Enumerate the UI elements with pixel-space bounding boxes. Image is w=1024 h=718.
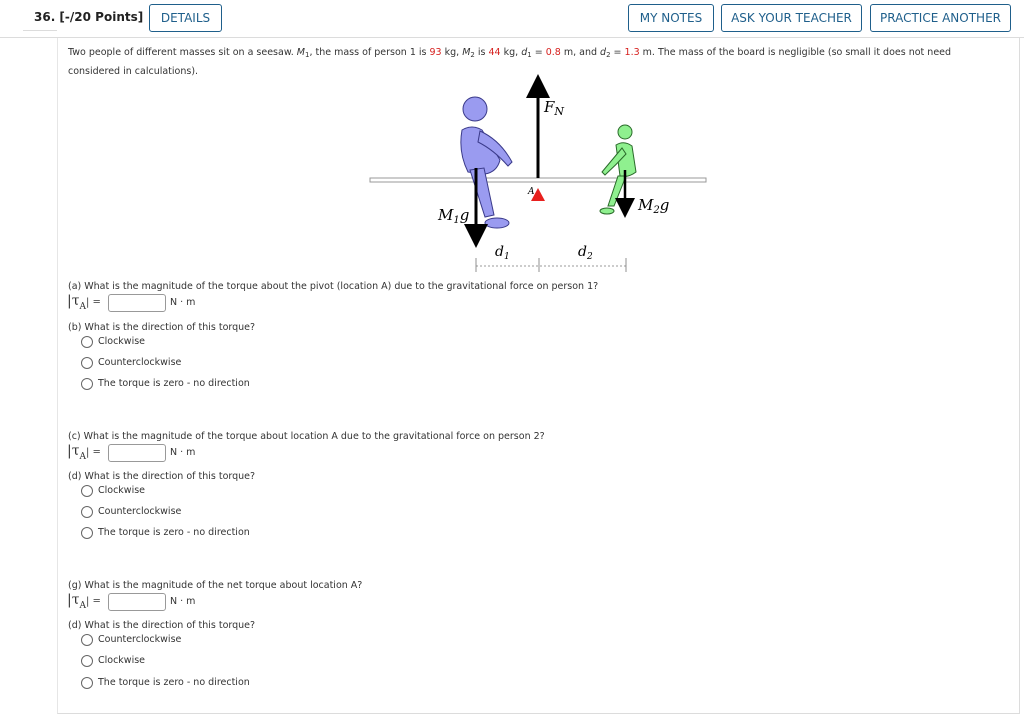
part-g-unit: N · m (170, 596, 196, 607)
m1-symbol: M (296, 47, 305, 58)
d2-label: $d_2$ (578, 244, 593, 262)
part-d-option-1: Counterclockwise (98, 506, 182, 517)
question-number: 36. [-/20 Points] (34, 10, 144, 24)
m2-symbol: M (462, 47, 471, 58)
d1-sub: 1 (527, 51, 532, 59)
part-d-question: (d) What is the direction of this torque? (68, 471, 256, 482)
part-d-radio-2[interactable] (81, 527, 93, 539)
practice-another-button[interactable]: PRACTICE ANOTHER (870, 4, 1011, 32)
d2-symbol: d (600, 47, 607, 58)
seesaw-board (370, 178, 706, 182)
d1-label: $d_1$ (495, 244, 510, 262)
part-d2-question: (d) What is the direction of this torque? (68, 620, 256, 631)
m1-sub: 1 (304, 51, 310, 59)
part-a-question: (a) What is the magnitude of the torque about the pivot (location A) due to the gravitational force on person 1? (68, 281, 599, 292)
part-d-option-0: Clockwise (98, 485, 146, 496)
part-b-option-1: Counterclockwise (98, 357, 182, 368)
ask-your-teacher-button[interactable]: ASK YOUR TEACHER (721, 4, 862, 32)
part-b-radio-0[interactable] (81, 336, 93, 348)
person-2-foot (600, 208, 614, 214)
person-1-foot (485, 218, 509, 228)
part-d2-option-1: Clockwise (98, 655, 146, 666)
part-d-option-2: The torque is zero - no direction (98, 527, 250, 538)
part-b-option-0: Clockwise (98, 336, 146, 347)
person-2-head (618, 125, 632, 139)
person-1-leg (470, 168, 494, 217)
part-d-radio-0[interactable] (81, 485, 93, 497)
intro-text-h: = (610, 47, 625, 58)
part-b-radio-1[interactable] (81, 357, 93, 369)
m2g-label: $M_2g$ (638, 196, 670, 216)
intro-text: Two people of different masses sit on a seesaw. (68, 47, 297, 58)
part-a-unit: N · m (170, 297, 196, 308)
intro-text-f: = (531, 47, 546, 58)
person-2 (600, 125, 636, 214)
d2-sub: 2 (606, 51, 611, 59)
part-b-radio-2[interactable] (81, 378, 93, 390)
tau-symbol-c: $|\tau_A|$ = (67, 443, 101, 462)
part-b-question: (b) What is the direction of this torque? (68, 322, 256, 333)
pivot-label: A (528, 187, 535, 197)
part-c-question: (c) What is the magnitude of the torque about location A due to the gravitational force on person 2? (68, 431, 545, 442)
details-button[interactable]: DETAILS (149, 4, 222, 32)
person-1-head (463, 97, 487, 121)
problem-statement-line2: considered in calculations). (68, 66, 199, 77)
part-d2-radio-2[interactable] (81, 677, 93, 689)
tau-symbol-a: $|\tau_A|$ = (67, 293, 101, 312)
m1g-label: $M_1g$ (438, 206, 470, 226)
part-a-answer-input[interactable] (108, 294, 166, 312)
part-c-unit: N · m (170, 447, 196, 458)
part-d2-radio-1[interactable] (81, 655, 93, 667)
d1-value: 0.8 (545, 47, 561, 58)
part-g-answer-input[interactable] (108, 593, 166, 611)
part-g-question: (g) What is the magnitude of the net torque about location A? (68, 580, 363, 591)
m1-value: 93 (429, 47, 442, 58)
intro-text-e: kg, (500, 47, 522, 58)
part-d2-option-2: The torque is zero - no direction (98, 677, 250, 688)
part-c-answer-input[interactable] (108, 444, 166, 462)
intro-text-b: , the mass of person 1 is (309, 47, 430, 58)
fn-label: $F_N$ (544, 98, 565, 118)
my-notes-button[interactable]: MY NOTES (628, 4, 714, 32)
part-d2-radio-0[interactable] (81, 634, 93, 646)
intro-text-i: m. The mass of the board is negligible (so small it does not need (639, 47, 952, 58)
m2-value: 44 (488, 47, 501, 58)
part-d2-option-0: Counterclockwise (98, 634, 182, 645)
intro-text-g: m, and (560, 47, 601, 58)
m2-sub: 2 (470, 51, 475, 59)
part-d-radio-1[interactable] (81, 506, 93, 518)
d2-value: 1.3 (624, 47, 640, 58)
d1-symbol: d (521, 47, 528, 58)
tau-symbol-g: $|\tau_A|$ = (67, 592, 101, 611)
intro-text-d: is (474, 47, 489, 58)
intro-text-c: kg, (441, 47, 463, 58)
part-b-option-2: The torque is zero - no direction (98, 378, 250, 389)
